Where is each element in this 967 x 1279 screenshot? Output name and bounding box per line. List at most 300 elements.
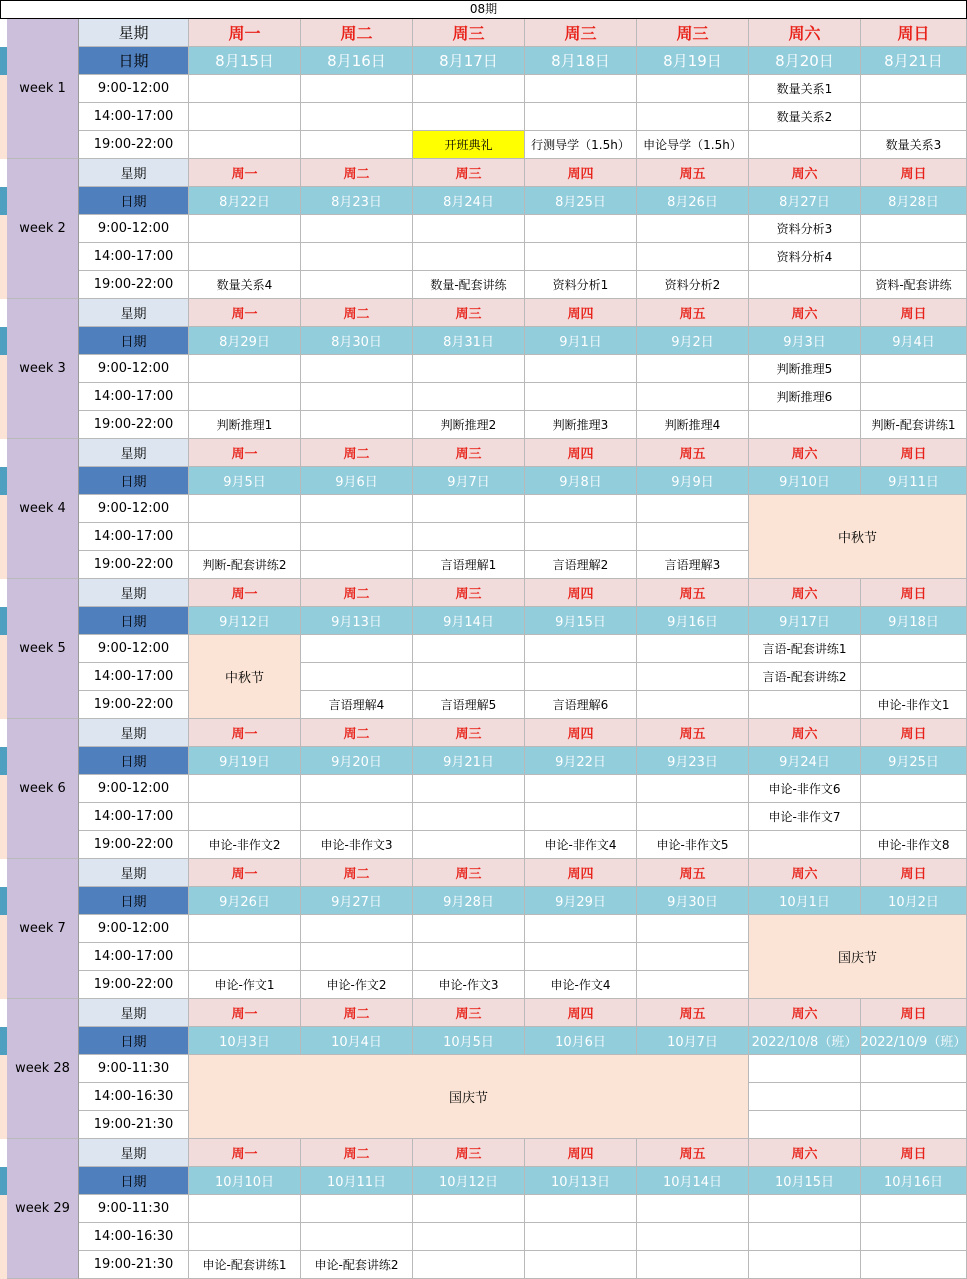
weekday-header: 周六 <box>749 299 861 327</box>
schedule-cell[interactable]: 资料分析2 <box>637 271 749 299</box>
schedule-cell[interactable] <box>413 1223 525 1251</box>
week-label: week 28 <box>7 999 79 1139</box>
date-header: 9月26日 <box>189 887 301 915</box>
week-label: week 2 <box>7 159 79 299</box>
time-slot-label: 9:00-12:00 <box>79 215 189 243</box>
date-header: 10月2日 <box>861 887 967 915</box>
weekday-header: 周五 <box>637 439 749 467</box>
time-slot-label: 19:00-22:00 <box>79 411 189 439</box>
schedule-cell[interactable] <box>189 355 301 383</box>
schedule-cell[interactable] <box>861 1223 967 1251</box>
date-row-label: 日期 <box>79 887 189 915</box>
schedule-cell[interactable] <box>861 1195 967 1223</box>
schedule-cell[interactable] <box>861 663 967 691</box>
date-header: 10月13日 <box>525 1167 637 1195</box>
schedule-cell[interactable] <box>301 1195 413 1223</box>
schedule-cell[interactable] <box>525 523 637 551</box>
schedule-cell[interactable] <box>749 1223 861 1251</box>
schedule-cell[interactable] <box>749 1083 861 1111</box>
schedule-cell[interactable] <box>413 215 525 243</box>
schedule-cell[interactable] <box>637 215 749 243</box>
week-label: week 1 <box>7 19 79 159</box>
date-header: 9月6日 <box>301 467 413 495</box>
weekday-row-label: 星期 <box>79 859 189 887</box>
schedule-cell[interactable]: 数量-配套讲练 <box>413 271 525 299</box>
row-marker <box>0 1055 7 1139</box>
weekday-header: 周三 <box>637 19 749 47</box>
weekday-row-label: 星期 <box>79 159 189 187</box>
weekday-header: 周四 <box>525 299 637 327</box>
weekday-header: 周四 <box>525 859 637 887</box>
schedule-cell[interactable]: 言语理解4 <box>301 691 413 719</box>
week-label: week 4 <box>7 439 79 579</box>
time-slot-label: 19:00-22:00 <box>79 551 189 579</box>
schedule-cell[interactable] <box>861 383 967 411</box>
schedule-cell[interactable] <box>301 411 413 439</box>
date-header: 9月8日 <box>525 467 637 495</box>
holiday-block: 国庆节 <box>189 1055 749 1139</box>
date-header: 10月12日 <box>413 1167 525 1195</box>
weekday-header: 周日 <box>861 859 967 887</box>
schedule-cell[interactable]: 判断推理3 <box>525 411 637 439</box>
schedule-cell[interactable]: 申论-作文3 <box>413 971 525 999</box>
weekday-header: 周一 <box>189 299 301 327</box>
date-header: 8月20日 <box>749 47 861 75</box>
schedule-cell[interactable] <box>301 915 413 943</box>
time-slot-label: 9:00-12:00 <box>79 635 189 663</box>
holiday-block: 国庆节 <box>749 915 967 999</box>
date-header: 10月10日 <box>189 1167 301 1195</box>
schedule-cell[interactable] <box>749 831 861 859</box>
schedule-cell[interactable] <box>413 495 525 523</box>
date-header: 10月16日 <box>861 1167 967 1195</box>
schedule-cell[interactable] <box>525 75 637 103</box>
time-slot-label: 14:00-17:00 <box>79 663 189 691</box>
date-header: 10月14日 <box>637 1167 749 1195</box>
schedule-cell[interactable] <box>637 1251 749 1279</box>
weekday-header: 周六 <box>749 439 861 467</box>
weekday-header: 周四 <box>525 439 637 467</box>
schedule-cell[interactable]: 数量关系1 <box>749 75 861 103</box>
schedule-cell[interactable] <box>637 243 749 271</box>
schedule-cell[interactable] <box>189 803 301 831</box>
date-header: 9月20日 <box>301 747 413 775</box>
schedule-cell[interactable] <box>301 271 413 299</box>
weekday-header: 周日 <box>861 439 967 467</box>
schedule-cell[interactable]: 言语-配套讲练1 <box>749 635 861 663</box>
holiday-block: 中秋节 <box>189 635 301 719</box>
row-marker <box>0 355 7 439</box>
date-header: 8月28日 <box>861 187 967 215</box>
schedule-cell[interactable]: 判断推理5 <box>749 355 861 383</box>
date-header: 8月31日 <box>413 327 525 355</box>
schedule-cell[interactable] <box>301 131 413 159</box>
schedule-cell[interactable] <box>413 943 525 971</box>
schedule-cell[interactable] <box>525 915 637 943</box>
schedule-cell[interactable] <box>301 75 413 103</box>
weekday-header: 周六 <box>749 859 861 887</box>
date-header: 9月7日 <box>413 467 525 495</box>
date-header: 2022/10/9（班） <box>861 1027 967 1055</box>
schedule-cell[interactable]: 申论-非作文5 <box>637 831 749 859</box>
weekday-header: 周一 <box>189 439 301 467</box>
weekday-header: 周二 <box>301 999 413 1027</box>
schedule-cell[interactable] <box>413 243 525 271</box>
date-header: 8月18日 <box>525 47 637 75</box>
schedule-cell[interactable]: 判断推理6 <box>749 383 861 411</box>
schedule-cell[interactable] <box>637 915 749 943</box>
date-header: 8月26日 <box>637 187 749 215</box>
schedule-cell[interactable]: 言语理解6 <box>525 691 637 719</box>
weekday-header: 周日 <box>861 579 967 607</box>
schedule-title: 08期 <box>0 0 967 19</box>
schedule-cell[interactable]: 数量关系3 <box>861 131 967 159</box>
date-header: 9月1日 <box>525 327 637 355</box>
schedule-cell[interactable] <box>749 1055 861 1083</box>
schedule-cell[interactable] <box>413 831 525 859</box>
time-slot-label: 14:00-17:00 <box>79 943 189 971</box>
schedule-cell[interactable] <box>637 383 749 411</box>
schedule-cell[interactable]: 资料分析3 <box>749 215 861 243</box>
schedule-cell[interactable] <box>413 523 525 551</box>
schedule-cell[interactable] <box>861 1251 967 1279</box>
schedule-cell[interactable] <box>637 691 749 719</box>
schedule-cell[interactable] <box>413 1195 525 1223</box>
date-header: 8月24日 <box>413 187 525 215</box>
weekday-header: 周二 <box>301 159 413 187</box>
date-header: 9月3日 <box>749 327 861 355</box>
weekday-header: 周五 <box>637 299 749 327</box>
schedule-cell[interactable] <box>861 1055 967 1083</box>
schedule-cell[interactable] <box>637 775 749 803</box>
date-header: 10月1日 <box>749 887 861 915</box>
schedule-cell[interactable] <box>413 355 525 383</box>
schedule-cell[interactable] <box>189 523 301 551</box>
time-slot-label: 14:00-17:00 <box>79 383 189 411</box>
date-header: 9月9日 <box>637 467 749 495</box>
schedule-cell[interactable] <box>189 131 301 159</box>
schedule-cell[interactable] <box>525 103 637 131</box>
schedule-cell[interactable] <box>301 383 413 411</box>
weekday-row-label: 星期 <box>79 579 189 607</box>
schedule-cell[interactable]: 申论-非作文2 <box>189 831 301 859</box>
schedule-cell[interactable] <box>637 1223 749 1251</box>
schedule-cell[interactable] <box>413 915 525 943</box>
schedule-cell[interactable]: 申论-配套讲练1 <box>189 1251 301 1279</box>
schedule-cell[interactable] <box>637 355 749 383</box>
weekday-header: 周三 <box>413 19 525 47</box>
weekday-header: 周四 <box>525 1139 637 1167</box>
schedule-cell[interactable] <box>861 215 967 243</box>
schedule-cell[interactable]: 资料分析4 <box>749 243 861 271</box>
weekday-header: 周一 <box>189 859 301 887</box>
schedule-cell[interactable] <box>301 1223 413 1251</box>
schedule-cell[interactable] <box>413 383 525 411</box>
schedule-cell[interactable] <box>637 75 749 103</box>
weekday-header: 周日 <box>861 999 967 1027</box>
weekday-header: 周一 <box>189 159 301 187</box>
schedule-cell[interactable] <box>637 663 749 691</box>
time-slot-label: 9:00-12:00 <box>79 75 189 103</box>
schedule-cell[interactable] <box>413 635 525 663</box>
schedule-cell[interactable] <box>525 775 637 803</box>
weekday-header: 周四 <box>525 719 637 747</box>
schedule-cell[interactable] <box>861 103 967 131</box>
schedule-cell[interactable] <box>189 943 301 971</box>
time-slot-label: 14:00-16:30 <box>79 1223 189 1251</box>
schedule-cell[interactable] <box>189 1195 301 1223</box>
date-row-label: 日期 <box>79 187 189 215</box>
weekday-header: 周二 <box>301 1139 413 1167</box>
weekday-header: 周五 <box>637 999 749 1027</box>
time-slot-label: 19:00-22:00 <box>79 831 189 859</box>
date-header: 10月5日 <box>413 1027 525 1055</box>
schedule-cell[interactable] <box>301 663 413 691</box>
schedule-cell[interactable]: 判断-配套讲练1 <box>861 411 967 439</box>
schedule-cell[interactable] <box>749 131 861 159</box>
schedule-cell[interactable]: 言语-配套讲练2 <box>749 663 861 691</box>
schedule-cell[interactable]: 判断推理1 <box>189 411 301 439</box>
row-marker <box>0 467 7 495</box>
schedule-cell[interactable] <box>301 215 413 243</box>
schedule-cell[interactable] <box>301 943 413 971</box>
schedule-cell[interactable] <box>525 663 637 691</box>
schedule-cell[interactable] <box>861 803 967 831</box>
schedule-cell[interactable] <box>413 103 525 131</box>
schedule-cell[interactable]: 开班典礼 <box>413 131 525 159</box>
date-header: 9月4日 <box>861 327 967 355</box>
schedule-cell[interactable]: 言语理解5 <box>413 691 525 719</box>
row-marker <box>0 327 7 355</box>
weekday-header: 周日 <box>861 719 967 747</box>
date-header: 9月11日 <box>861 467 967 495</box>
date-header: 8月15日 <box>189 47 301 75</box>
date-header: 10月3日 <box>189 1027 301 1055</box>
weekday-header: 周二 <box>301 719 413 747</box>
schedule-cell[interactable] <box>301 355 413 383</box>
schedule-cell[interactable] <box>861 775 967 803</box>
date-header: 9月2日 <box>637 327 749 355</box>
schedule-cell[interactable] <box>525 383 637 411</box>
schedule-cell[interactable] <box>525 1251 637 1279</box>
weekday-row-label: 星期 <box>79 719 189 747</box>
date-header: 9月28日 <box>413 887 525 915</box>
schedule-cell[interactable] <box>749 1251 861 1279</box>
schedule-cell[interactable]: 申论-配套讲练2 <box>301 1251 413 1279</box>
schedule-cell[interactable]: 判断-配套讲练2 <box>189 551 301 579</box>
date-header: 9月13日 <box>301 607 413 635</box>
schedule-cell[interactable] <box>189 383 301 411</box>
schedule-cell[interactable]: 申论-非作文6 <box>749 775 861 803</box>
schedule-cell[interactable] <box>861 635 967 663</box>
date-header: 10月11日 <box>301 1167 413 1195</box>
weekday-header: 周五 <box>637 579 749 607</box>
schedule-cell[interactable] <box>749 411 861 439</box>
row-marker <box>0 495 7 579</box>
schedule-cell[interactable] <box>749 271 861 299</box>
time-slot-label: 19:00-21:30 <box>79 1111 189 1139</box>
schedule-cell[interactable]: 申论导学（1.5h） <box>637 131 749 159</box>
weekday-header: 周三 <box>413 439 525 467</box>
schedule-cell[interactable]: 申论-作文2 <box>301 971 413 999</box>
schedule-cell[interactable] <box>525 355 637 383</box>
time-slot-label: 14:00-17:00 <box>79 803 189 831</box>
week-label: week 3 <box>7 299 79 439</box>
schedule-cell[interactable] <box>637 523 749 551</box>
schedule-cell[interactable] <box>525 243 637 271</box>
schedule-cell[interactable]: 判断推理2 <box>413 411 525 439</box>
schedule-cell[interactable] <box>861 1111 967 1139</box>
schedule-cell[interactable]: 数量关系2 <box>749 103 861 131</box>
time-slot-label: 9:00-12:00 <box>79 775 189 803</box>
row-marker <box>0 187 7 215</box>
schedule-cell[interactable] <box>189 243 301 271</box>
weekday-row-label: 星期 <box>79 1139 189 1167</box>
schedule-cell[interactable] <box>301 495 413 523</box>
schedule-cell[interactable] <box>749 1195 861 1223</box>
weekday-header: 周三 <box>413 159 525 187</box>
schedule-cell[interactable] <box>525 1223 637 1251</box>
schedule-cell[interactable] <box>861 243 967 271</box>
time-slot-label: 19:00-22:00 <box>79 131 189 159</box>
schedule-cell[interactable] <box>749 691 861 719</box>
schedule-cell[interactable]: 申论-作文4 <box>525 971 637 999</box>
schedule-cell[interactable] <box>637 635 749 663</box>
weekday-header: 周六 <box>749 1139 861 1167</box>
date-row-label: 日期 <box>79 1167 189 1195</box>
time-slot-label: 9:00-12:00 <box>79 355 189 383</box>
weekday-header: 周六 <box>749 579 861 607</box>
weekday-header: 周二 <box>301 579 413 607</box>
schedule-cell[interactable]: 申论-非作文8 <box>861 831 967 859</box>
row-marker <box>0 1167 7 1195</box>
date-header: 8月16日 <box>301 47 413 75</box>
row-marker <box>0 775 7 859</box>
schedule-cell[interactable] <box>189 495 301 523</box>
schedule-cell[interactable] <box>637 943 749 971</box>
schedule-cell[interactable] <box>189 215 301 243</box>
schedule-cell[interactable] <box>301 775 413 803</box>
schedule-cell[interactable]: 判断推理4 <box>637 411 749 439</box>
schedule-cell[interactable] <box>637 803 749 831</box>
schedule-cell[interactable] <box>525 1195 637 1223</box>
schedule-cell[interactable]: 资料-配套讲练 <box>861 271 967 299</box>
schedule-cell[interactable] <box>861 355 967 383</box>
schedule-cell[interactable] <box>189 1223 301 1251</box>
schedule-cell[interactable] <box>189 775 301 803</box>
schedule-cell[interactable]: 言语理解2 <box>525 551 637 579</box>
date-header: 9月27日 <box>301 887 413 915</box>
time-slot-label: 9:00-11:30 <box>79 1195 189 1223</box>
schedule-cell[interactable] <box>413 75 525 103</box>
weekday-header: 周一 <box>189 579 301 607</box>
row-marker <box>0 47 7 75</box>
date-header: 8月17日 <box>413 47 525 75</box>
schedule-cell[interactable] <box>525 635 637 663</box>
date-header: 9月15日 <box>525 607 637 635</box>
weekday-row-label: 星期 <box>79 999 189 1027</box>
schedule-cell[interactable] <box>413 663 525 691</box>
time-slot-label: 19:00-22:00 <box>79 271 189 299</box>
time-slot-label: 19:00-22:00 <box>79 971 189 999</box>
weekday-header: 周六 <box>749 19 861 47</box>
schedule-cell[interactable] <box>189 103 301 131</box>
date-header: 9月19日 <box>189 747 301 775</box>
schedule-cell[interactable] <box>301 803 413 831</box>
weekday-header: 周日 <box>861 299 967 327</box>
weekday-header: 周五 <box>637 159 749 187</box>
schedule-cell[interactable] <box>301 635 413 663</box>
schedule-cell[interactable] <box>189 915 301 943</box>
week-label: week 5 <box>7 579 79 719</box>
date-header: 9月23日 <box>637 747 749 775</box>
schedule-cell[interactable]: 申论-非作文1 <box>861 691 967 719</box>
date-header: 2022/10/8（班） <box>749 1027 861 1055</box>
date-header: 9月17日 <box>749 607 861 635</box>
schedule-cell[interactable] <box>189 75 301 103</box>
schedule-cell[interactable] <box>413 803 525 831</box>
schedule-cell[interactable] <box>749 1111 861 1139</box>
time-slot-label: 19:00-22:00 <box>79 691 189 719</box>
schedule-cell[interactable] <box>413 775 525 803</box>
schedule-cell[interactable] <box>637 1195 749 1223</box>
date-header: 8月30日 <box>301 327 413 355</box>
week-label: week 7 <box>7 859 79 999</box>
schedule-cell[interactable] <box>637 103 749 131</box>
weekday-header: 周六 <box>749 999 861 1027</box>
date-header: 10月6日 <box>525 1027 637 1055</box>
date-header: 9月16日 <box>637 607 749 635</box>
weekday-row-label: 星期 <box>79 299 189 327</box>
weekday-header: 周五 <box>637 719 749 747</box>
schedule-cell[interactable] <box>525 495 637 523</box>
date-row-label: 日期 <box>79 607 189 635</box>
schedule-cell[interactable] <box>861 75 967 103</box>
schedule-cell[interactable]: 资料分析1 <box>525 271 637 299</box>
schedule-cell[interactable]: 言语理解1 <box>413 551 525 579</box>
weekday-header: 周三 <box>525 19 637 47</box>
date-header: 9月18日 <box>861 607 967 635</box>
schedule-cell[interactable] <box>301 243 413 271</box>
row-marker <box>0 635 7 719</box>
schedule-cell[interactable]: 数量关系4 <box>189 271 301 299</box>
weekday-header: 周五 <box>637 859 749 887</box>
schedule-cell[interactable]: 申论-非作文4 <box>525 831 637 859</box>
weekday-header: 周一 <box>189 719 301 747</box>
schedule-cell[interactable]: 言语理解3 <box>637 551 749 579</box>
schedule-cell[interactable] <box>301 551 413 579</box>
schedule-cell[interactable] <box>861 1083 967 1111</box>
time-slot-label: 14:00-17:00 <box>79 103 189 131</box>
schedule-cell[interactable]: 行测导学（1.5h） <box>525 131 637 159</box>
weekday-header: 周六 <box>749 159 861 187</box>
schedule-cell[interactable] <box>525 215 637 243</box>
schedule-cell[interactable] <box>301 523 413 551</box>
schedule-cell[interactable] <box>413 1251 525 1279</box>
schedule-cell[interactable] <box>525 943 637 971</box>
schedule-cell[interactable] <box>525 803 637 831</box>
date-row-label: 日期 <box>79 1027 189 1055</box>
schedule-cell[interactable]: 申论-作文1 <box>189 971 301 999</box>
weekday-header: 周三 <box>413 999 525 1027</box>
schedule-cell[interactable] <box>637 971 749 999</box>
schedule-cell[interactable]: 申论-非作文7 <box>749 803 861 831</box>
weekday-header: 周三 <box>413 859 525 887</box>
schedule-cell[interactable] <box>301 103 413 131</box>
schedule-cell[interactable]: 申论-非作文3 <box>301 831 413 859</box>
date-row-label: 日期 <box>79 47 189 75</box>
schedule-cell[interactable] <box>637 495 749 523</box>
